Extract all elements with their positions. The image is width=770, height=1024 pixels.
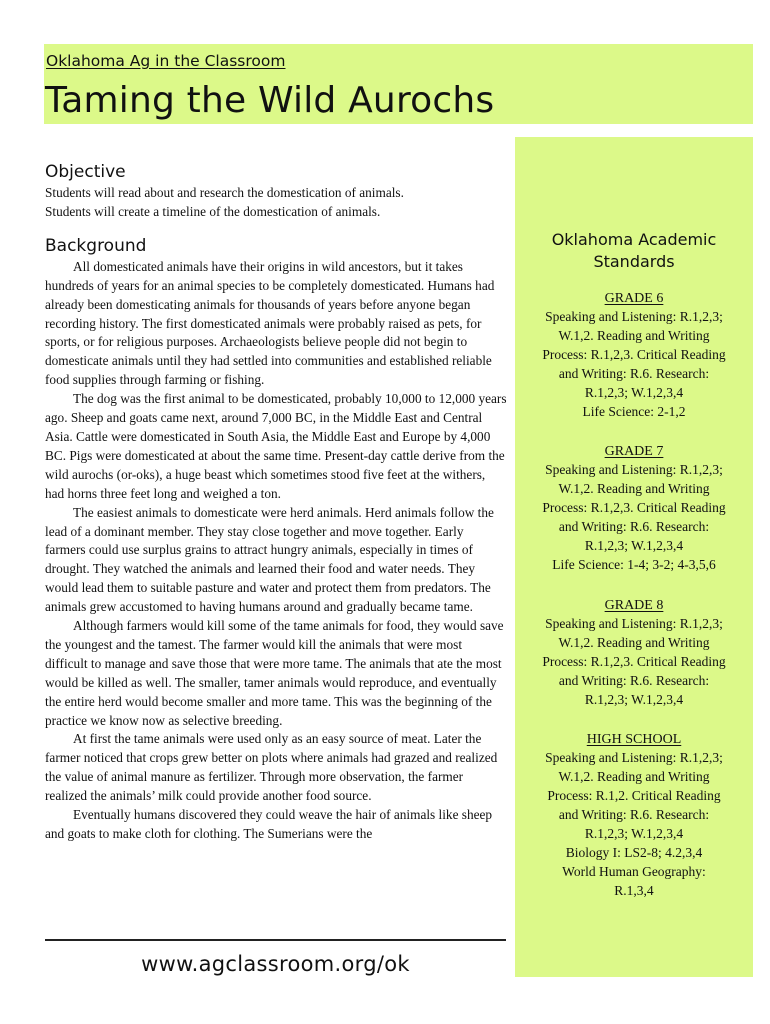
grade-block (515, 442, 753, 574)
objective-section (45, 160, 507, 222)
standard-line: Speaking and Listening: R.1,2,3; (545, 615, 723, 631)
standard-line: and Writing: R.6. Research: (558, 365, 710, 381)
standard-line: Process: R.1,2. Critical Reading (547, 788, 721, 804)
standard-line: R.1,2,3; W.1,2,3,4 (584, 691, 684, 707)
grade-block (515, 289, 753, 421)
grade-heading: GRADE 6 (604, 291, 664, 306)
main-content (45, 160, 507, 844)
standard-line: World Human Geography: (562, 863, 706, 879)
footer-divider (45, 939, 506, 941)
grade-block (515, 596, 753, 710)
objective-heading: Objective (45, 162, 126, 182)
background-paragraph: The dog was the first animal to be domesticated, probably 10,000 to 12,000 years ago. Sheep and goats came next, around 7,000 BC, in the Middle East and Central Asia. Cattle were domesticated in South Asia, the Middle East and Europe by 4,000 BC. Pigs were domesticated at about the same time. Present-day cattle derive from the wild aurochs (or-oks), a huge beast which sometimes stood five feet at the withers, had horns three feet long and weighed a ton. (45, 391, 507, 501)
standard-line: and Writing: R.6. Research: (558, 519, 710, 535)
background-section (45, 234, 507, 844)
background-paragraph: Eventually humans discovered they could weave the hair of animals like sheep and goats to make cloth for clothing. The Sumerians were the (45, 807, 493, 841)
background-heading: Background (45, 235, 147, 256)
grade-heading: GRADE 8 (604, 597, 664, 613)
standard-line: W.1,2. Reading and Writing (558, 481, 710, 497)
page-title: Taming the Wild Aurochs (45, 80, 495, 121)
standard-line: Process: R.1,2,3. Critical Reading (542, 653, 726, 669)
standard-line: Biology I: LS2-8; 4.2,3,4 (565, 844, 703, 860)
objective-line: Students will read about and research the domestication of animals. (45, 185, 404, 200)
grade-block (515, 730, 753, 900)
grade-heading: GRADE 7 (604, 444, 664, 460)
standard-line: R.1,3,4 (614, 882, 654, 898)
website-link[interactable]: www.agclassroom.org/ok (141, 952, 410, 976)
standard-line: Process: R.1,2,3. Critical Reading (542, 500, 726, 516)
standard-line: R.1,2,3; W.1,2,3,4 (584, 384, 684, 400)
standard-line: and Writing: R.6. Research: (558, 672, 710, 688)
standard-line: R.1,2,3; W.1,2,3,4 (584, 826, 684, 842)
background-paragraph: All domesticated animals have their origins in wild ancestors, but it takes hundreds of years for an animal species to be completely domesticated. Humans had already been domesticating animals for thousands of years before anyone began recording history. The first domesticated animals were probably raised as pets, for sports, or for religious purposes. Archaeologists believe people did not begin to domesticate animals until they had settled into communities and established reliable food supplies through farming or fishing. (45, 258, 495, 388)
background-paragraph: Although farmers would kill some of the tame animals for food, they would save the youngest and the tamest. The farmer would kill the animals that were most difficult to manage and save those that were more tame. The animals that ate the most would be killed as well. The smaller, tamer animals would reproduce, and eventually the entire herd would become smaller and more tame. This was the beginning of the practice we know now as selective breeding. (45, 618, 504, 728)
standard-line: R.1,2,3; W.1,2,3,4 (584, 538, 684, 554)
standard-line: Speaking and Listening: R.1,2,3; (545, 309, 723, 324)
grade-heading: HIGH SCHOOL (586, 732, 682, 748)
standard-line: W.1,2. Reading and Writing (558, 769, 710, 785)
org-link[interactable]: Oklahoma Ag in the Classroom (46, 52, 286, 70)
standard-line: Life Science: 1-4; 3-2; 4-3,5,6 (552, 556, 716, 572)
standards-sidebar (515, 137, 753, 977)
background-paragraph: The easiest animals to domesticate were herd animals. Herd animals follow the lead of a dominant member. They stay close together and move together. Early farmers could use surplus grains to attract hungry animals, especially in times of drought. They watched the animals and learned their food and water needs. They would lead them to suitable pasture and water and protect them from predators. The animals grew accustomed to having humans around and gradually became tame. (45, 504, 494, 615)
standard-line: W.1,2. Reading and Writing (558, 634, 710, 650)
standard-line: Speaking and Listening: R.1,2,3; (545, 750, 723, 766)
background-paragraph: At first the tame animals were used only as an easy source of meat. Later the farmer noticed that crops grew better on plots where animals had grazed and realized the value of animal manure as fertilizer. Through more observation, the farmer realized the animals’ milk could provide another food source. (45, 731, 498, 804)
standards-title: Oklahoma Academic Standards (551, 230, 717, 271)
objective-line: Students will create a timeline of the domestication of animals. (45, 203, 381, 219)
standard-line: Life Science: 2-1,2 (582, 403, 686, 419)
standard-line: Process: R.1,2,3. Critical Reading (542, 346, 726, 362)
standard-line: W.1,2. Reading and Writing (558, 327, 710, 343)
standard-line: Speaking and Listening: R.1,2,3; (545, 462, 723, 478)
standard-line: and Writing: R.6. Research: (558, 807, 710, 823)
